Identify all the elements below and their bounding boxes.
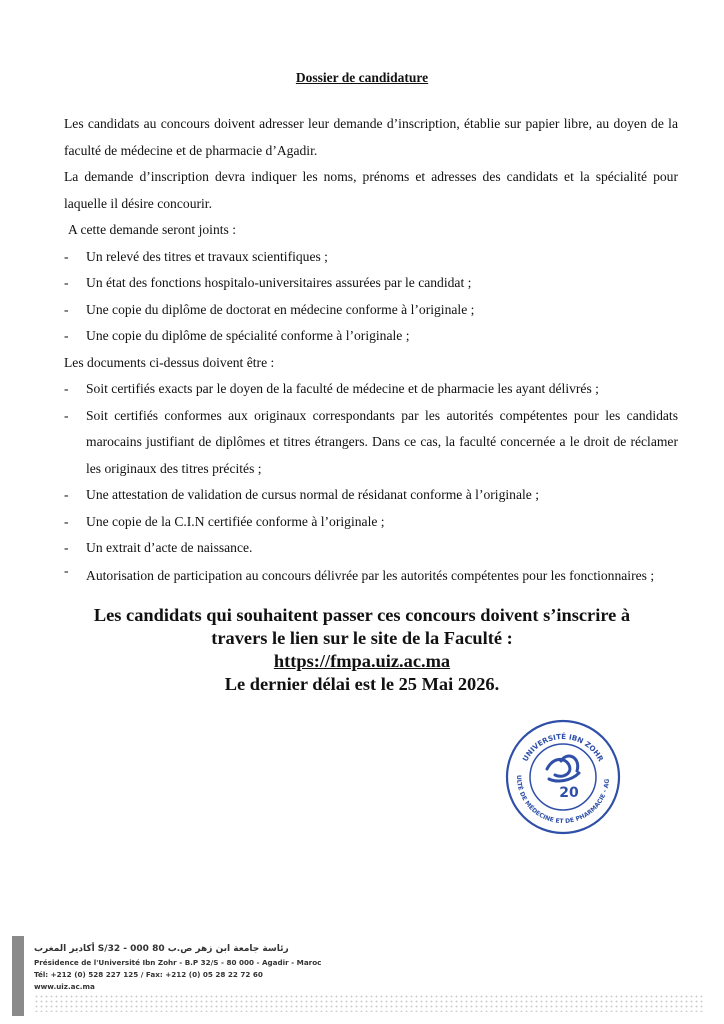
footer-arabic: رئاسة جامعة ابن زهر ص.ب 80 000 - 32/S أكادير المغرب bbox=[34, 944, 289, 954]
faculty-link[interactable]: https://fmpa.uiz.ac.ma bbox=[273, 651, 451, 671]
documents-list bbox=[64, 376, 678, 584]
footer-pattern bbox=[34, 994, 704, 1012]
stamp-number: 20 bbox=[559, 785, 579, 801]
page-title: Dossier de candidature bbox=[295, 70, 429, 85]
list-item: - Une copie du diplôme de doctorat en médecine conforme à l’originale ; bbox=[64, 301, 475, 317]
footer-contact: Tél: +212 (0) 528 227 125 / Fax: +212 (0) 05 28 22 72 60 bbox=[34, 970, 263, 979]
list-item: - Autorisation de participation au concours délivrée par les autorités compétentes pour les fonctionnaires ; bbox=[64, 562, 655, 583]
document-body bbox=[64, 111, 678, 584]
list-item: - Un état des fonctions hospitalo-universitaires assurées par le candidat ; bbox=[64, 275, 472, 290]
paragraph-intro: Les candidats au concours doivent adresser leur demande d’inscription, établie sur papier libre, au doyen de la faculté de médecine et de pharmacie d’Agadir. bbox=[64, 116, 678, 158]
list-item: - Une attestation de validation de cursus normal de résidanat conforme à l’originale ; bbox=[64, 487, 539, 502]
paragraph-demande: La demande d’inscription devra indiquer les noms, prénoms et adresses des candidats et la spécialité pour laquelle il désire concourir. bbox=[64, 169, 678, 211]
faculty-stamp bbox=[503, 717, 623, 837]
registration-notice bbox=[0, 604, 724, 696]
stamp-seal-icon bbox=[503, 717, 623, 837]
stamp-bottom-text: ULTÉ DE MÉDECINE ET DE PHARMACIE - AG bbox=[514, 774, 612, 826]
footer-website[interactable]: www.uiz.ac.ma bbox=[34, 982, 95, 991]
footer-bar bbox=[12, 936, 24, 1016]
deadline-text: Le dernier délai est le 25 Mai 2026. bbox=[224, 674, 500, 694]
paragraph-joints-heading: A cette demande seront joints : bbox=[68, 222, 236, 237]
notice-line-2: travers le lien sur le site de la Faculté : bbox=[211, 628, 513, 648]
notice-line-1: Les candidats qui souhaitent passer ces concours doivent s’inscrire à bbox=[93, 605, 631, 625]
footer-address: Présidence de l'Université Ibn Zohr - B.P 32/S - 80 000 - Agadir - Maroc bbox=[34, 958, 322, 967]
stamp-top-text: UNIVERSITÉ IBN ZOHR bbox=[520, 731, 606, 763]
joints-list bbox=[64, 244, 678, 350]
paragraph-documents-heading: Les documents ci-dessus doivent être : bbox=[64, 354, 275, 370]
list-item: - Soit certifiés conformes aux originaux correspondants par les autorités compétentes pour les candidats marocains justifiant de diplômes et titres étrangers. Dans ce cas, la faculté concernée a le droit de réclamer les originaux des titres précités ; bbox=[64, 407, 678, 476]
list-item: - Une copie du diplôme de spécialité conforme à l’originale ; bbox=[64, 328, 410, 343]
list-item: - Un extrait d’acte de naissance. bbox=[64, 540, 253, 555]
list-item: - Un relevé des titres et travaux scientifiques ; bbox=[64, 248, 328, 264]
footer bbox=[12, 936, 712, 1016]
list-item: - Une copie de la C.I.N certifiée conforme à l’originale ; bbox=[64, 513, 385, 529]
list-item: - Soit certifiés exacts par le doyen de la faculté de médecine et de pharmacie les ayant délivrés ; bbox=[64, 381, 599, 396]
